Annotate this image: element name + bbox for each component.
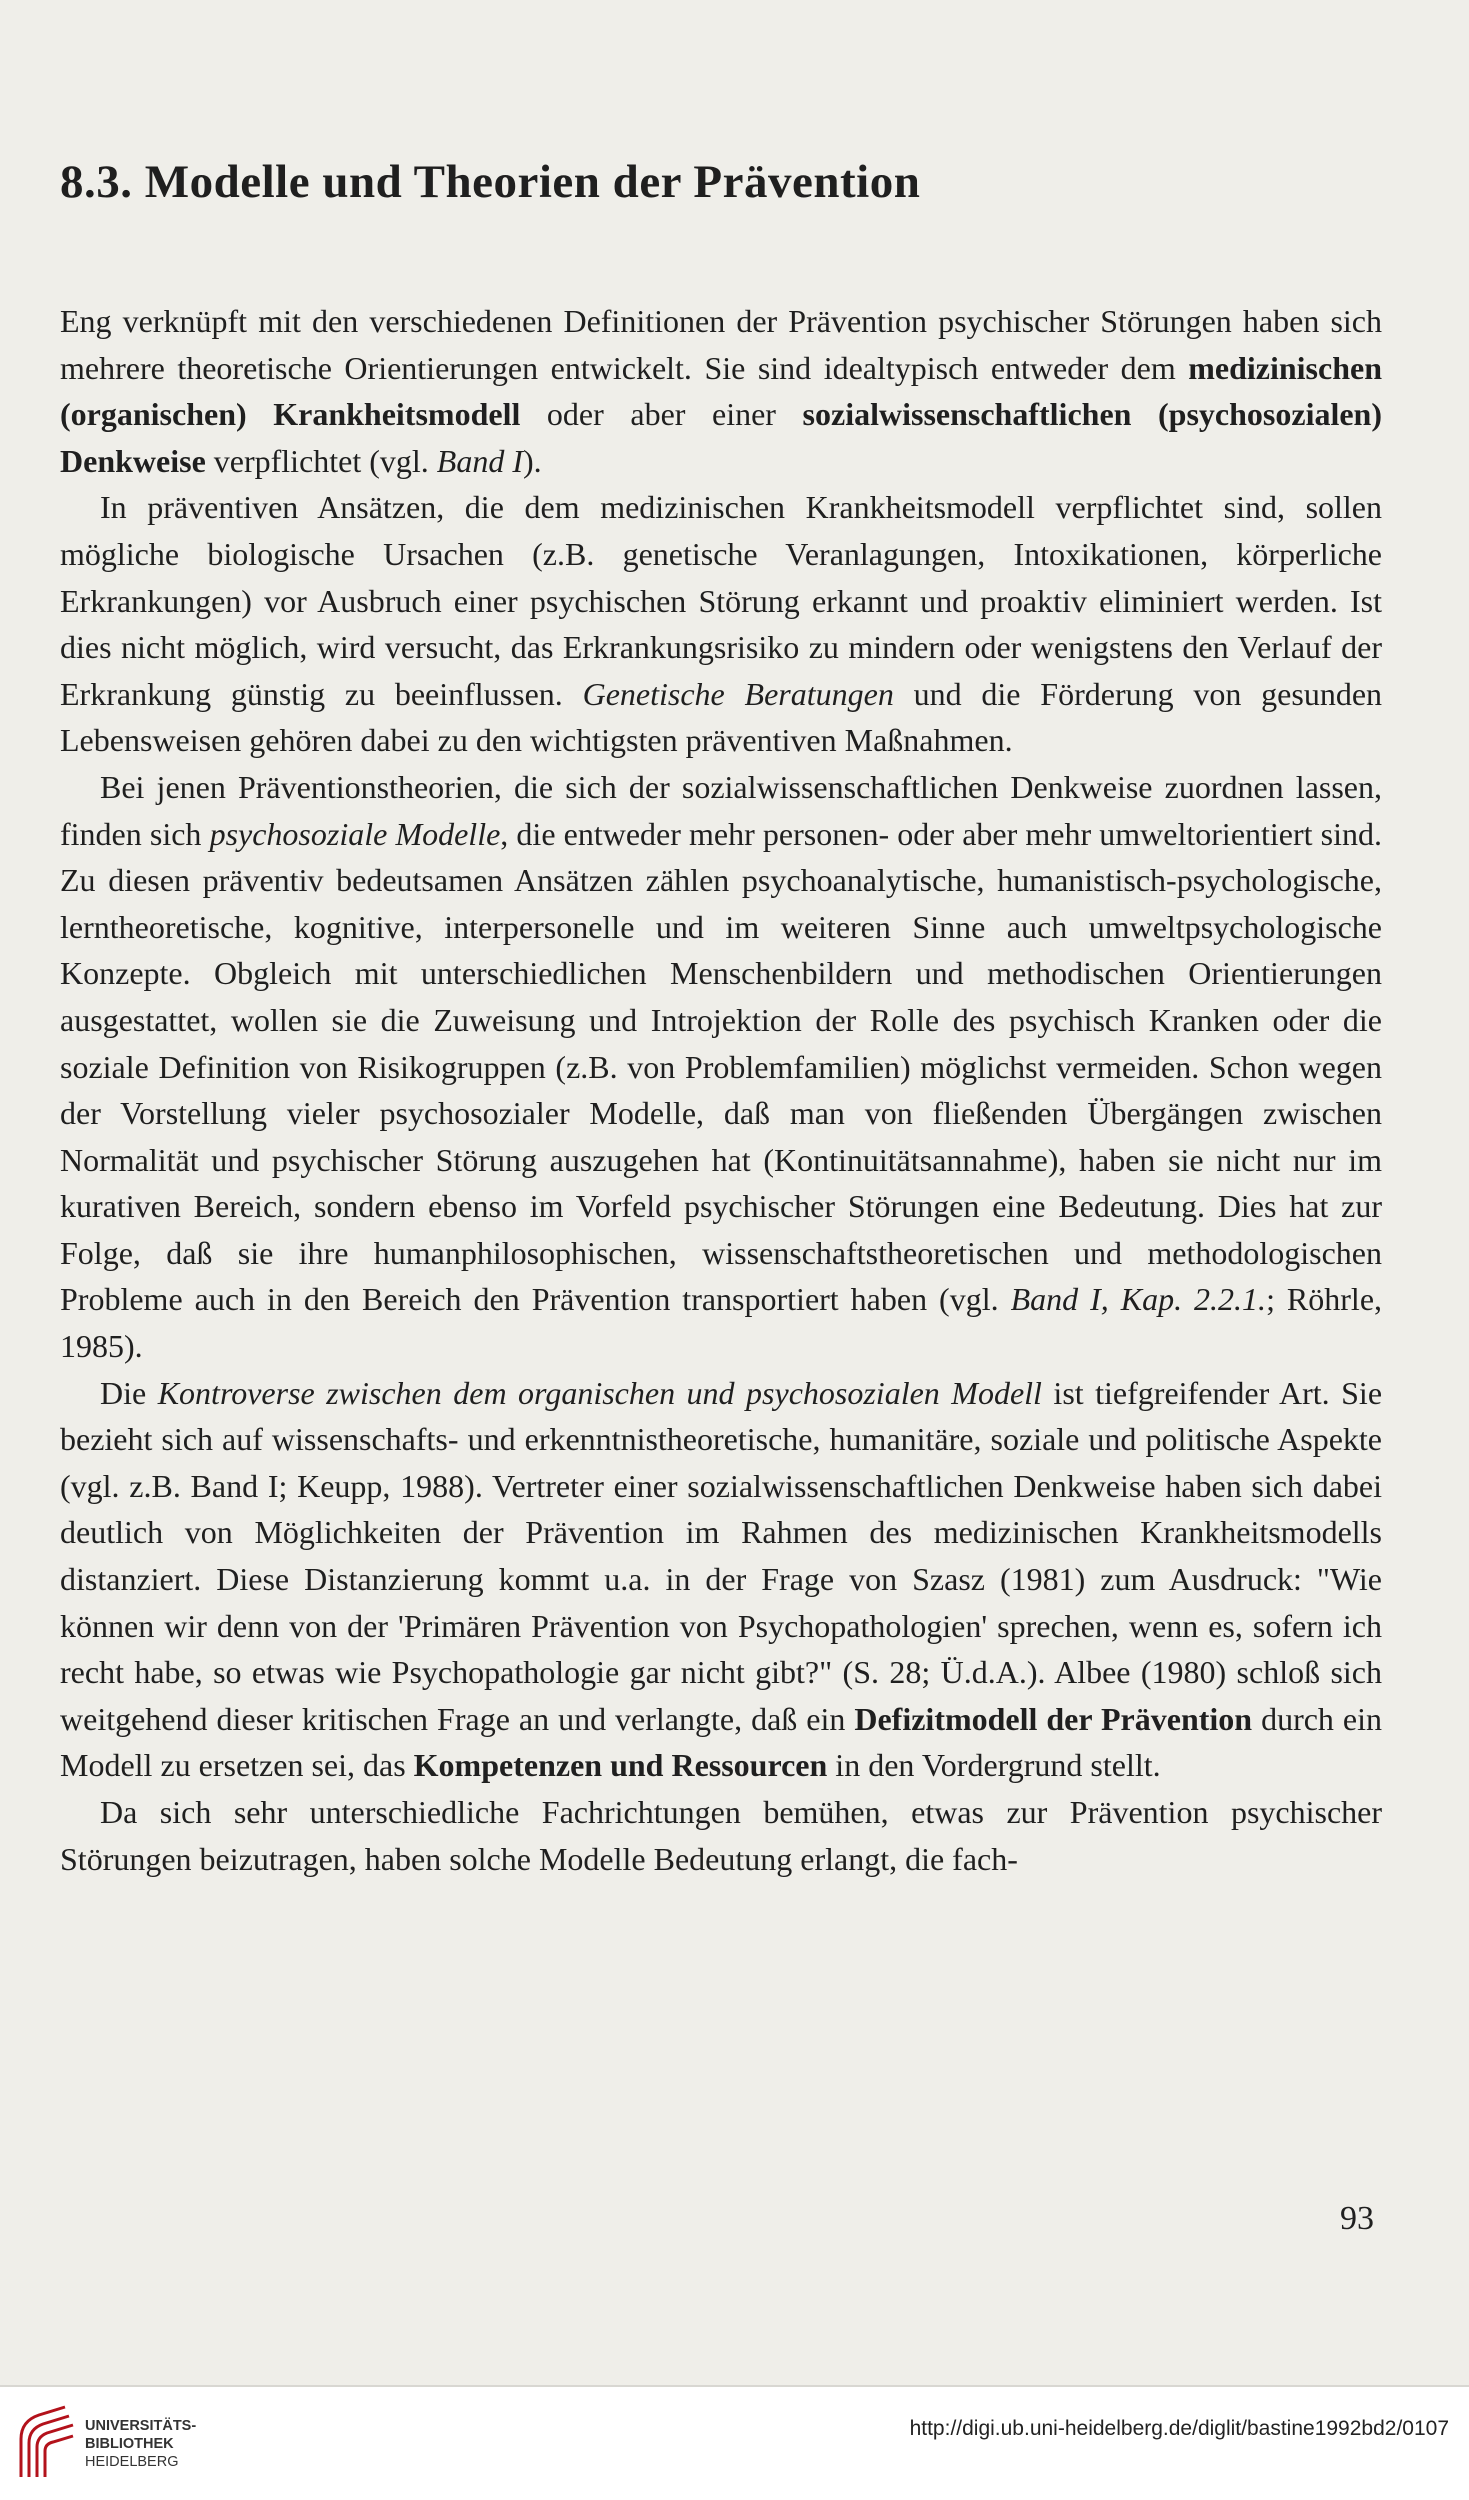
bold-term: medizinischen (organischen) Krankheitsmodell [60, 349, 1382, 433]
text-run: , die entweder mehr personen- oder aber mehr umweltorientiert sind. Zu diesen präventiv bedeutsamen Ansätzen zählen psychoanalytische, humanistisch-psychologische, lerntheoretische, kognitive, interpersonelle und im weiteren Sinne auch umweltpsychologische Konzepte. Obgleich mit unterschiedlichen Menschenbildern und methodischen Orientierungen ausgestattet, wollen sie die Zuweisung und Introjektion der Rolle des psychisch Kranken oder die soziale Definition von Risikogruppen (z.B. von Problemfamilien) möglichst vermeiden. Schon wegen der Vorstellung vieler psychosozialer Modelle, daß man von fließenden Übergängen zwischen Normalität und psychischer Störung auszugehen hat (Kontinuitätsannahme), haben sie nicht nur im kurativen Bereich, sondern ebenso im Vorfeld psychischer Störungen eine Bedeutung. Dies hat zur Folge, daß sie ihre humanphilosophischen, wissenschaftstheoretischen und methodologischen Probleme auch in den Bereich den Prävention transportiert haben (vgl. [60, 815, 1383, 1318]
italic-term: Kontroverse zwischen dem organischen und psychosozialen Modell [157, 1374, 1042, 1411]
paragraph [60, 1370, 1382, 1789]
library-name [85, 2417, 196, 2471]
text-run: oder aber einer [520, 396, 803, 433]
text-run: Bei jenen Präventionstheorien, die sich der sozialwissenschaftlichen Denkweise zuordnen lassen, finden sich [60, 768, 1382, 852]
text-run: in den Vordergrund stellt. [827, 1747, 1161, 1784]
text-run: durch ein Modell zu ersetzen sei, das [60, 1700, 1383, 1784]
italic-term: psychosoziale Modelle [209, 815, 501, 852]
library-name-line3: HEIDELBERG [85, 2454, 179, 2470]
section-heading: 8.3. Modelle und Theorien der Prävention [60, 156, 921, 208]
text-run: Da sich sehr unterschiedliche Fachrichtungen bemühen, etwas zur Prävention psychischer Störungen beizutragen, haben solche Modelle Bedeutung erlangt, die fach- [60, 1794, 1382, 1877]
text-run: Die [100, 1374, 158, 1411]
text-run: verpflichtet (vgl. [205, 442, 437, 479]
bold-term: sozialwissenschaftlichen (psychosozialen) Denkweise [60, 396, 1383, 479]
italic-term: Band I, Kap. 2.2.1. [1010, 1281, 1267, 1318]
text-run: ist tiefgreifender Art. Sie bezieht sich auf wissenschafts- und erkenntnistheoretische, humanitäre, soziale und politische Aspekte (vgl. z.B. Band I; Keupp, 1988). Vertreter einer sozialwissenschaftlichen Denkweise haben sich dabei deutlich von Möglichkeiten der Prävention im Rahmen des medizinischen Krankheitsmodells distanziert. Diese Distanzierung kommt u.a. in der Frage von Szasz (1981) zum Ausdruck: "Wie können wir denn von der 'Primären Prävention von Psychopathologien' sprechen, wenn es, sofern ich recht habe, so etwas wie Psychopathologie gar nicht gibt?" (S. 28; Ü.d.A.). Albee (1980) schloß sich weitgehend dieser kritischen Frage an und verlangte, daß ein [60, 1374, 1383, 1737]
body-text [60, 298, 1382, 1882]
page-number: 93 [1340, 2200, 1374, 2237]
source-url-link[interactable]: http://digi.ub.uni-heidelberg.de/diglit/bastine1992bd2/0107 [909, 2417, 1449, 2440]
library-logo-icon [15, 2399, 77, 2486]
text-run: und die Förderung von gesunden Lebensweisen gehören dabei zu den wichtigsten präventiven Maßnahmen. [60, 675, 1383, 759]
bold-term: Kompetenzen und Ressourcen [413, 1747, 828, 1784]
digitization-footer [0, 2387, 1469, 2500]
text-run: Eng verknüpft mit den verschiedenen Definitionen der Prävention psychischer Störungen haben sich mehrere theoretische Orientierungen entwickelt. Sie sind idealtypisch entweder dem [60, 303, 1382, 386]
text-run: ; Röhrle, 1985). [60, 1281, 1383, 1365]
paragraph [60, 1789, 1382, 1882]
paragraph [60, 764, 1382, 1370]
text-run: ). [523, 442, 542, 479]
library-name-line2: BIBLIOTHEK [85, 2436, 174, 2452]
paragraph [60, 298, 1382, 484]
library-name-line1: UNIVERSITÄTS- [85, 2418, 197, 2434]
italic-term: Band I [436, 442, 523, 479]
text-run: In präventiven Ansätzen, die dem medizinischen Krankheitsmodell verpflichtet sind, sollen mögliche biologische Ursachen (z.B. genetische Veranlagungen, Intoxikationen, körperliche Erkrankungen) vor Ausbruch einer psychischen Störung erkannt und proaktiv eliminiert werden. Ist dies nicht möglich, wird versucht, das Erkrankungsrisiko zu mindern oder wenigstens den Verlauf der Erkrankung günstig zu beeinflussen. [60, 489, 1382, 712]
paragraph [60, 484, 1382, 764]
italic-term: Genetische Beratungen [582, 675, 894, 712]
bold-term: Defizitmodell der Prävention [854, 1700, 1253, 1737]
